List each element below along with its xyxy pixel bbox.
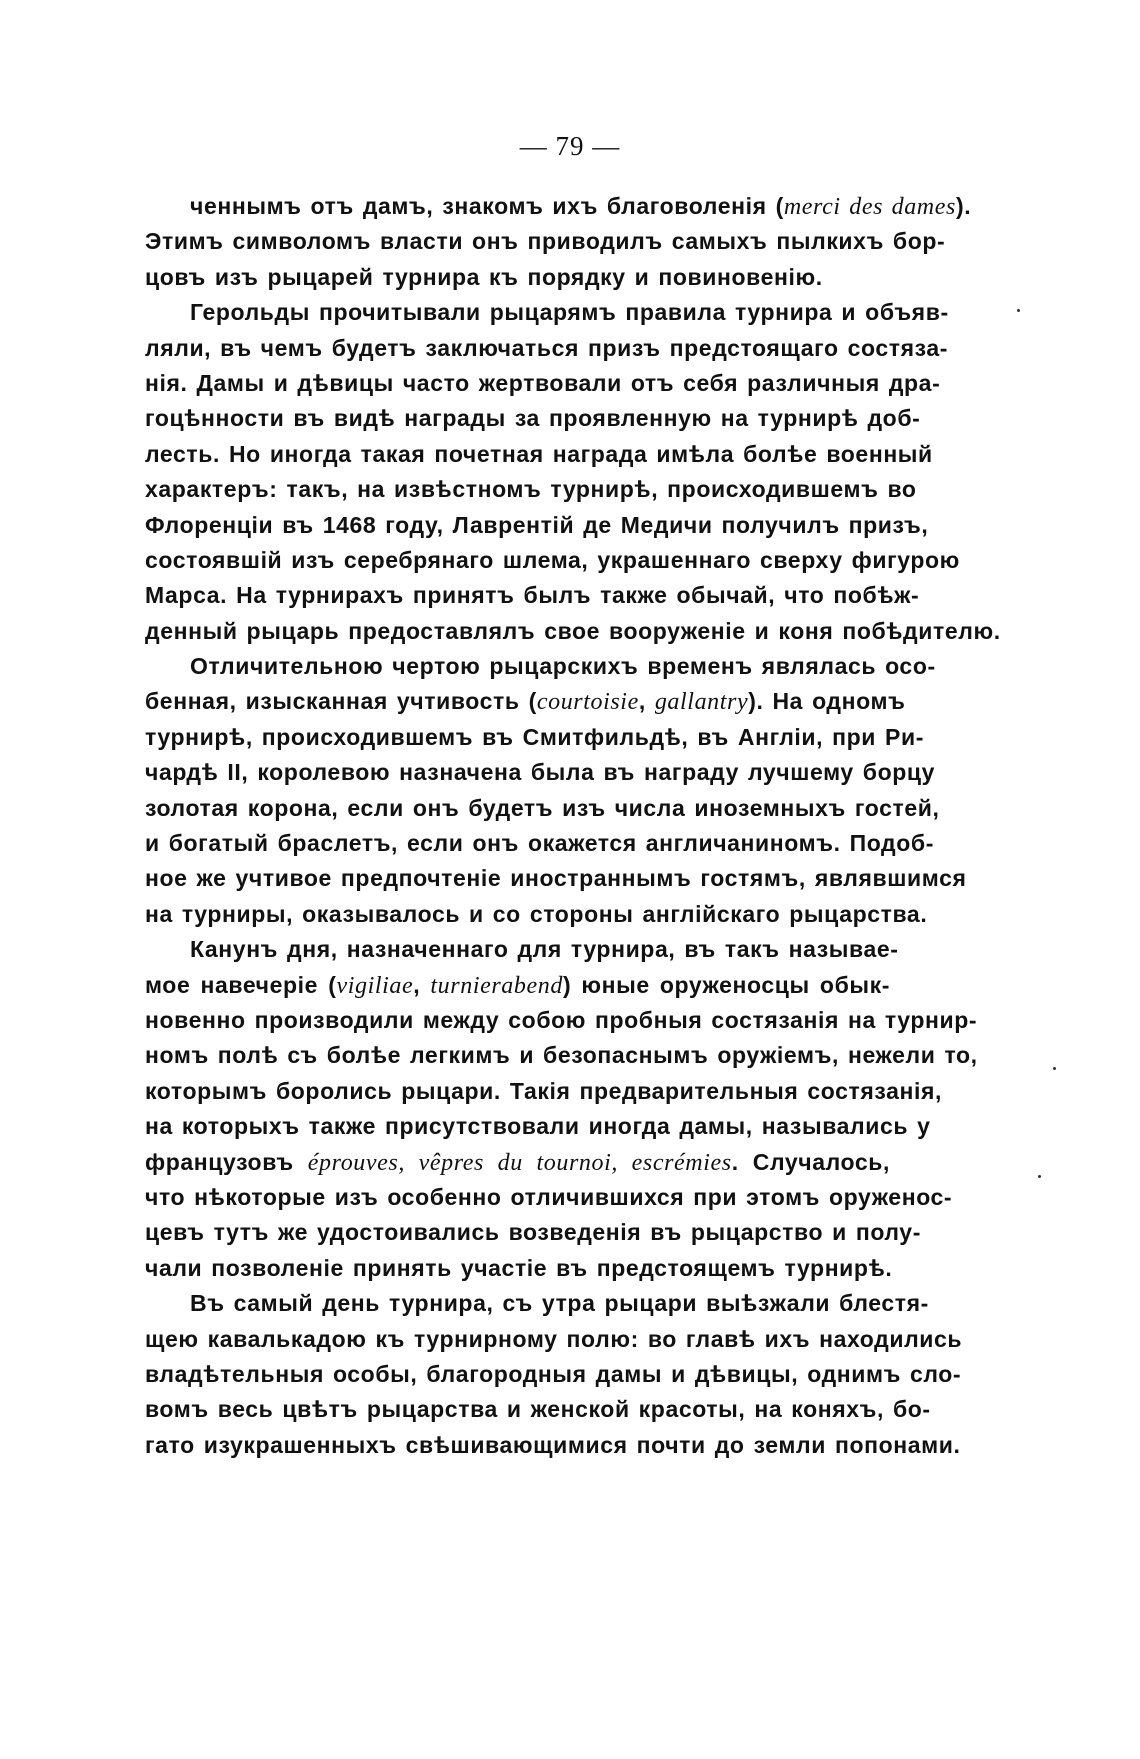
text-line (145, 1215, 921, 1250)
text-run: мое навечеріе ( (145, 971, 337, 998)
paragraph-first-line (145, 649, 936, 684)
text-run: на турниры, оказывалось и со стороны англійскаго рыцарства. (145, 900, 928, 927)
text-run: и богатый браслетъ, если онъ окажется англичаниномъ. Подоб- (145, 830, 934, 857)
text-run: гоцѣнности въ видѣ награды за проявленную на турнирѣ доб- (145, 405, 921, 432)
text-run: цевъ тутъ же удостоивались возведенія въ рыцарство и полу- (145, 1219, 921, 1246)
text-line (145, 968, 890, 1003)
text-run: Герольды прочитывали рыцарямъ правила турнира и объяв- (190, 299, 949, 326)
italic-term: turnierabend (430, 972, 563, 999)
text-run: щею кавалькадою къ турнирному полю: во главѣ ихъ находились (145, 1325, 963, 1352)
text-line (145, 508, 929, 543)
text-run: золотая корона, если онъ будетъ изъ числа иноземныхъ гостей, (145, 794, 940, 821)
text-run: что нѣкоторые изъ особенно отличившихся при этомъ оруженос- (145, 1183, 953, 1210)
text-line (145, 1003, 978, 1038)
paragraph-first-line (145, 1286, 929, 1321)
print-speck (1017, 309, 1020, 312)
text-run: ляли, въ чемъ будетъ заключаться призъ предстоящаго состяза- (145, 334, 949, 361)
text-run: на которыхъ также присутствовали иногда дамы, назывались у (145, 1113, 931, 1140)
text-run: ). На одномъ (748, 688, 906, 715)
text-run: лесть. Но иногда такая почетная награда имѣла болѣе военный (145, 440, 933, 467)
text-run: , (638, 688, 655, 715)
italic-term: vigiliae (336, 972, 414, 999)
text-line (145, 684, 906, 719)
text-line (145, 720, 924, 755)
body-text (145, 189, 1001, 1463)
print-speck (1053, 1067, 1056, 1070)
text-line (145, 543, 960, 578)
text-line (145, 1357, 962, 1392)
text-line (145, 401, 921, 436)
text-line (145, 1392, 931, 1427)
text-run: ) юные оруженосцы обык- (562, 971, 890, 998)
text-run: . Случалось, (731, 1148, 890, 1175)
text-line (145, 1428, 961, 1463)
text-line (145, 1251, 893, 1286)
text-line (145, 826, 934, 861)
text-line (145, 260, 890, 295)
text-run: ). (955, 193, 972, 219)
text-line (145, 614, 1001, 649)
text-run: нія. Дамы и дѣвицы часто жертвовали отъ себя различныя дра- (145, 369, 941, 396)
text-line (145, 791, 940, 826)
text-line (145, 897, 928, 932)
text-run: турнирѣ, происходившемъ въ Смитфильдѣ, въ Англіи, при Ри- (145, 723, 924, 750)
text-run: характеръ: такъ, на извѣстномъ турнирѣ, происходившемъ во (145, 476, 917, 503)
text-run: чали позволеніе принять участіе въ предстоящемъ турнирѣ. (145, 1254, 893, 1281)
text-run: , (413, 971, 431, 998)
print-speck (1038, 1175, 1041, 1178)
italic-term: courtoisie (536, 689, 639, 716)
page-number: — 79 — (519, 131, 621, 161)
paragraph-first-line (145, 189, 972, 224)
text-run: Флоренціи въ 1468 году, Лаврентій де Медичи получилъ призъ, (145, 511, 929, 538)
text-run: цовъ изъ рыцарей турнира къ порядку и повиновенію. (145, 263, 823, 290)
text-run: Марса. На турнирахъ принятъ былъ также обычай, что побѣж- (145, 582, 920, 609)
text-run: бенная, изысканная учтивость ( (145, 688, 537, 715)
text-line (145, 1109, 931, 1144)
text-run: Отличительною чертою рыцарскихъ временъ являлась осо- (190, 653, 936, 680)
text-run: французовъ (145, 1148, 308, 1175)
italic-term: merci des dames (783, 194, 956, 220)
text-line (145, 472, 917, 507)
text-run: денный рыцарь предоставлялъ свое вооруженіе и коня побѣдителю. (145, 617, 1001, 644)
text-line (145, 755, 936, 790)
text-line (145, 331, 949, 366)
text-run: состоявшій изъ серебрянаго шлема, украшеннаго сверху фигурою (145, 546, 960, 573)
text-line (145, 1322, 963, 1357)
text-run: номъ полѣ съ болѣе легкимъ и безопаснымъ оружіемъ, нежели то, (145, 1042, 978, 1069)
text-run: ное же учтивое предпочтеніе иностраннымъ гостямъ, являвшимся (145, 865, 967, 892)
text-line (145, 224, 946, 259)
text-line (145, 1145, 890, 1180)
text-run: владѣтельныя особы, благородныя дамы и дѣвицы, однимъ сло- (145, 1360, 962, 1387)
text-run: ченнымъ отъ дамъ, знакомъ ихъ благоволенія ( (190, 193, 784, 219)
text-line (145, 437, 933, 472)
text-line (145, 366, 941, 401)
italic-term: gallantry (654, 689, 749, 716)
text-run: которымъ боролись рыцари. Такія предварительныя состязанія, (145, 1077, 942, 1104)
text-line (145, 1038, 978, 1073)
paragraph-first-line (145, 932, 899, 967)
text-line (145, 1180, 953, 1215)
text-run: чардѣ II, королевою назначена была въ награду лучшему борцу (145, 759, 936, 786)
text-line (145, 861, 967, 896)
text-run: вомъ весь цвѣтъ рыцарства и женской красоты, на коняхъ, бо- (145, 1396, 931, 1423)
italic-term: éprouves, vêpres du tournoi, escrémies (307, 1149, 732, 1176)
text-run: новенно производили между собою пробныя состязанія на турнир- (145, 1006, 978, 1033)
text-run: Канунъ дня, назначеннаго для турнира, въ такъ называе- (190, 936, 899, 963)
text-run: гато изукрашенныхъ свѣшивающимися почти до земли попонами. (145, 1431, 961, 1458)
text-run: Въ самый день турнира, съ утра рыцари выѣзжали блестя- (190, 1290, 929, 1317)
paragraph-first-line (145, 295, 949, 330)
text-run: Этимъ символомъ власти онъ приводилъ самыхъ пылкихъ бор- (145, 228, 946, 255)
text-line (145, 1074, 942, 1109)
text-line (145, 578, 920, 613)
